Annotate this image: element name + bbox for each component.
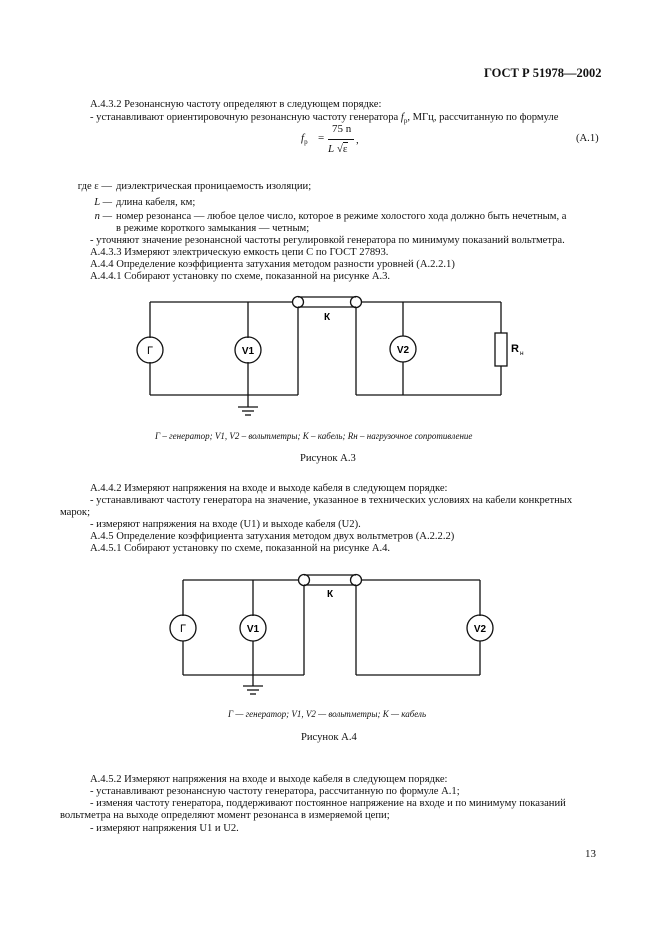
def-text-n: номер резонанса — любое целое число, которое в режиме холостого хода должно быть нечетным, а (116, 211, 567, 222)
paragraph-a452-item2-cont: вольтметра на выходе определяют момент резонанса в измеряемой цепи; (60, 810, 390, 821)
paragraph-a45: А.4.5 Определение коэффициента затухания методом двух вольтметров (А.2.2.2) (90, 531, 455, 542)
formula-comma: , (356, 134, 359, 146)
def-term-n: n — (94, 211, 112, 222)
def-term-epsilon: где ε — (77, 181, 112, 192)
def-text-epsilon: диэлектрическая проницаемость изоляции; (116, 181, 312, 192)
fig-a3-cable-label: К (323, 312, 331, 323)
figure-a4-caption: Г — генератор; V1, V2 — вольтметры; К — кабель (228, 709, 427, 719)
paragraph-a432-item: - устанавливают ориентировочную резонансную частоту генератора $f_р$, МГц, рассчитанную по формуле (90, 112, 559, 126)
paragraph-refine: - уточняют значение резонансной частоты регулировкой генератора по минимуму показаний вольтметра. (90, 235, 565, 246)
formula-number: (А.1) (576, 133, 599, 144)
paragraph-a433: А.4.3.3 Измеряют электрическую емкость цепи C по ГОСТ 27893. (90, 247, 389, 258)
paragraph-a441: А.4.4.1 Собирают установку по схеме, показанной на рисунке А.3. (90, 271, 391, 282)
paragraph-a452-item3: - измеряют напряжения U1 и U2. (90, 823, 239, 834)
paragraph-a451: А.4.5.1 Собирают установку по схеме, показанной на рисунке А.4. (90, 543, 391, 554)
formula-lhs: $f_р$ (301, 132, 308, 147)
fig-a4-gen-label: Г (180, 623, 186, 635)
fig-a3-gen-label: Г (147, 345, 153, 357)
document-header: ГОСТ Р 51978—2002 (484, 66, 602, 80)
paragraph-a452-item2: - изменяя частоту генератора, поддерживают постоянное напряжение на входе и по минимуму показаний (90, 798, 566, 809)
fig-a3-v2-label: V2 (396, 345, 410, 356)
fig-a3-resistor-label: R (511, 343, 519, 355)
fig-a4-v2-label: V2 (473, 624, 487, 635)
figure-a3-title: Рисунок А.3 (300, 453, 356, 464)
def-term-length: L — (94, 197, 112, 208)
paragraph-a452-item1: - устанавливают резонансную частоту генератора, рассчитанную по формуле А.1; (90, 786, 460, 797)
def-text-n-cont: в режиме короткого замыкания — четным; (116, 223, 310, 234)
page-number: 13 (585, 848, 596, 860)
figure-a3-caption: Г – генератор; V1, V2 – вольтметры; К – кабель; Rн – нагрузочное сопротивление (155, 431, 473, 441)
fig-a3-v1-label: V1 (241, 346, 255, 357)
formula-numerator: 75 n (332, 123, 352, 135)
paragraph-a432: А.4.3.2 Резонансную частоту определяют в следующем порядке: (90, 99, 382, 110)
paragraph-a442-item1-cont: марок; (60, 507, 91, 518)
paragraph-a442-item1: - устанавливают частоту генератора на значение, указанное в технических условиях на кабели конкретных (90, 495, 573, 506)
def-text-length: длина кабеля, км; (116, 197, 196, 208)
figure-a4-title: Рисунок А.4 (301, 732, 357, 743)
fig-a3-resistor-sub: н (520, 350, 524, 357)
paragraph-a442-item2: - измеряют напряжения на входе (U1) и выходе кабеля (U2). (90, 519, 361, 530)
formula-equals: = (318, 132, 325, 144)
paragraph-a442: А.4.4.2 Измеряют напряжения на входе и выходе кабеля в следующем порядке: (90, 483, 448, 494)
paragraph-a44: А.4.4 Определение коэффициента затухания методом разности уровней (А.2.2.1) (90, 259, 455, 270)
paragraph-a452: А.4.5.2 Измеряют напряжения на входе и выходе кабеля в следующем порядке: (90, 774, 448, 785)
formula-denominator: L √ε (328, 143, 348, 155)
fig-a4-v1-label: V1 (246, 624, 260, 635)
fig-a4-cable-label: К (326, 589, 334, 600)
